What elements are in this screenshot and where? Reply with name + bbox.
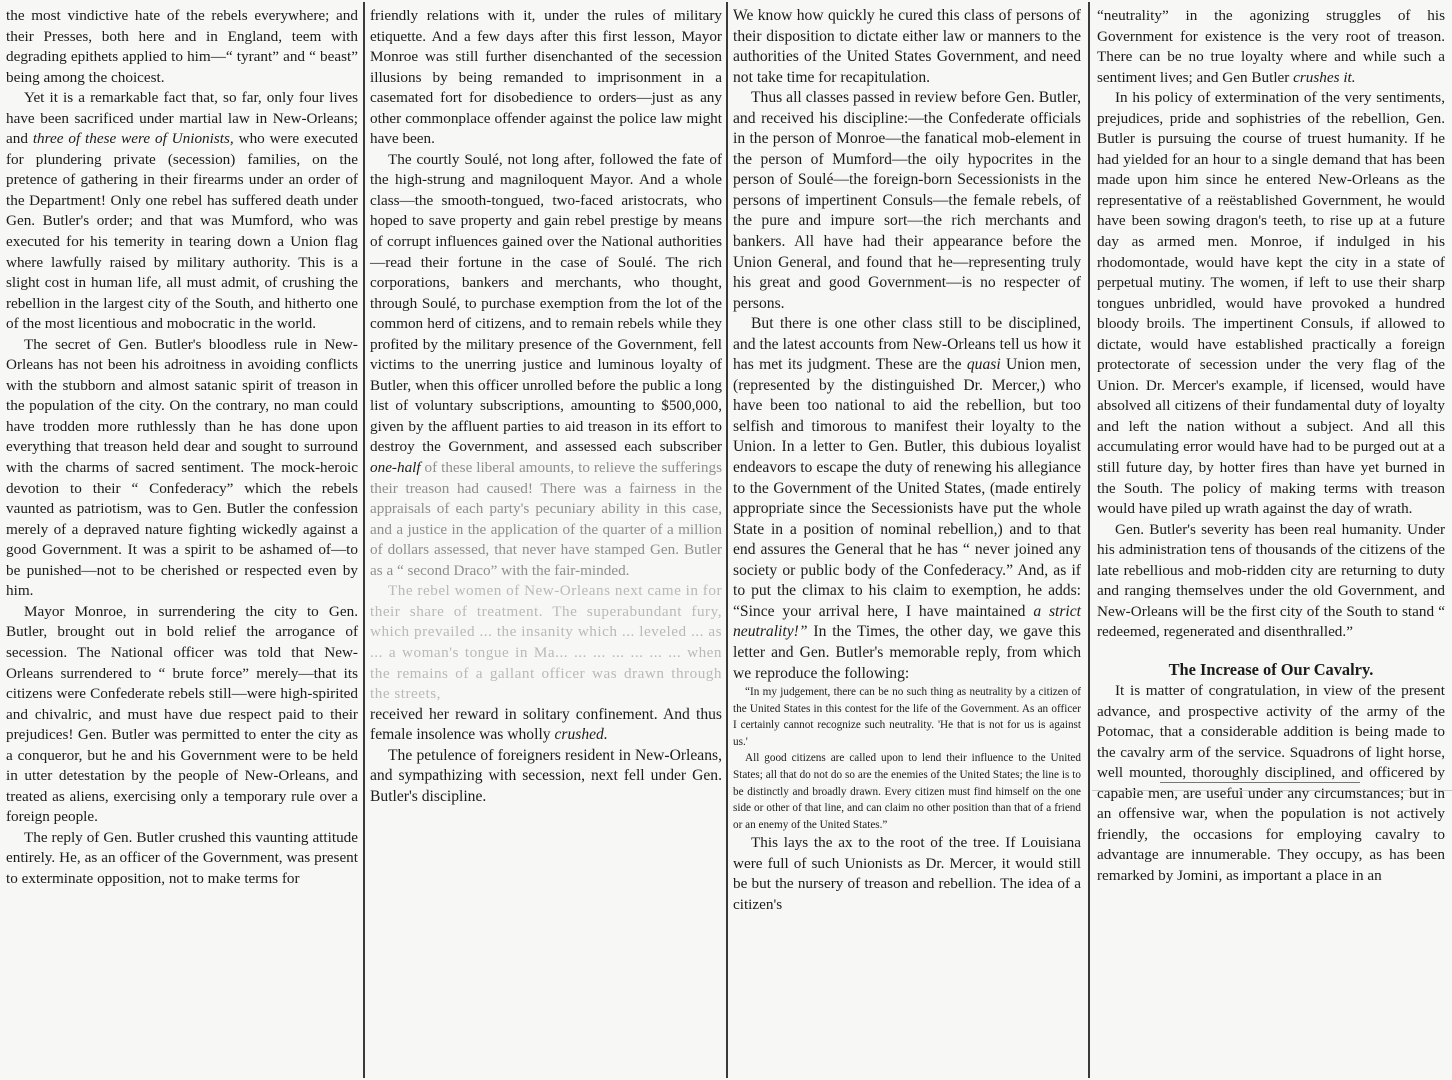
quote-paragraph: All good citizens are called upon to lend their influence to the United States; all that do not do so are the enemies of the United States; the line is to be distinctly and broadly drawn. Every citizen must find himself on the one side or other of that line, and can claim no other position than that of a friend or an enemy of the United States.” [733,752,1081,831]
paragraph: friendly relations with it, under the rules of military etiquette. And a few days after this first lesson, Mayor Monroe was still further disenchanted of the secession illusions by being remanded to imprisonment in a casemated fort for disobedience to orders—just as any other commonplace offender against the police law might have been. [370,7,722,148]
paragraph: The reply of Gen. Butler crushed this vaunting attitude entirely. He, as an officer of the Government, was present to exterminate opposition, not to make terms for [6,828,358,887]
column-rule [726,2,728,1078]
paragraph: This lays the ax to the root of the tree. If Louisiana were full of such Unionists as Dr. Mercer, it would still be but the nursery of treason and rebellion. The idea of a citizen's [733,834,1081,914]
column-1 [6,6,358,890]
clipping-edge [1092,790,1452,791]
quote-paragraph: “In my judgement, there can be no such thing as neutrality by a citizen of the United States in this contest for the life of the Government. As an officer I certainly cannot recognize such neutrality. 'He that is not for us is against us.' [733,686,1081,748]
paragraph: The courtly Soulé, not long after, followed the fate of the high-strung and magniloquent Mayor. And a whole class—the smooth-tongued, two-faced aristocrats, who hoped to save property and gain rebel prestige by means of corrupt influences gained over the National authorities—read their fortune in the case of Soulé. The rich corporations, bankers and merchants, who thought, through Soulé, to purchase exemption from the lot of the common herd of citizens, and to remain rebels while they profited by the military presence of the Government, fell victims to the unerring justice and luminous loyalty of Butler, when this officer unrolled before the public a long list of voluntary subscriptions, amounting to $500,000, given by the affluent parties to aid treason in its effort to destroy the Government, and assessed each subscriber one-half of these liberal amounts, to relieve the sufferings their treason had caused! There was a fairness in the appraisals of each party's pecuniary ability in this case, and a justice in the application of the quarter of a million of dollars assessed, that never have stamped Gen. Butler as a “ second Draco” with the fair-minded. [370,150,722,579]
block-quote [733,684,1081,833]
paragraph: The petulence of foreigners resident in New-Orleans, and sympathizing with secession, next fell under Gen. Butler's discipline. [370,746,722,805]
spacer [1097,643,1445,659]
paragraph: The secret of Gen. Butler's bloodless rule in New-Orleans has not been his adroitness in avoiding conflicts with the stubborn and almost satanic spirit of treason in the population of the city. On the contrary, no man could have trodden more ruthlessly than he has done upon everything that treason held dear and sought to surround with the charms of sacred sentiment. The mock-heroic devotion to their “ Confederacy” which the rebels vaunted as patriotism, was to Gen. Butler the confession merely of a depraved nature fighting wickedly against a good Government. It was a spirit to be ashamed of—to be punished—not to be cherished or respected even by him. [6,335,358,600]
emphasis: three of these were of Unionists, [32,130,234,148]
paragraph: In his policy of extermination of the very sentiments, prejudices, pride and sophistries of the rebellion, Gen. Butler is pursuing the course of truest humanity. If he had yielded for an hour to a single demand that has been made upon him since he entered New-Orleans as the representative of a reëstablished Government, he would have been sowing dragon's teeth, to rise up at a future day as armed men. Monroe, if indulged in his rhodomontade, would have kept the city in a state of perpetual mutiny. The women, if left to use their sharp tongues unbridled, would have provoked a hundred bloody broils. The impertinent Consuls, if allowed to dictate, would have established practically a foreign protectorate of secession under the very flag of the Union. Dr. Mercer's example, if licensed, would have absolved all citizens of their fundamental duty of loyalty and left the nation without a subject. And all this accumulating error would have had to be purged out at a still future day, by hotter fires than have yet burned in the South. The policy of making terms with treason would have piled up wrath against the day of wrath. [1097,89,1445,518]
paragraph: But there is one other class still to be disciplined, and the latest accounts from New-Orleans tell us how it has met its judgment. These are the quasi Union men, (represented by the distinguished Dr. Mercer,) who have been too national to aid the rebellion, but too selfish and timorous to manifest their loyalty to the Union. In a letter to Gen. Butler, this dubious loyalist endeavors to escape the duty of renewing his allegiance to the Government of the United States, (made entirely appropriate since the Secessionists have put the whole State in a position of nominal rebellion,) and to that end assures the General that he has “ never joined any society or public body of the Confederacy.” And, as if to put the climax to his claim to exemption, he adds: “Since your arrival here, I have maintained a strict neutrality!” In the Times, the other day, we gave this letter and Gen. Butler's memorable reply, from which we reproduce the following: [733,315,1081,682]
column-4 [1097,6,1445,886]
paragraph: received her reward in solitary confinement. And thus female insolence was wholly crushed. [370,705,722,744]
column-2 [370,6,722,807]
faded-paragraph: The rebel women of New-Orleans next came in for their share of treatment. The superabundant fury, which prevailed ... the insanity which ... leveled ... as ... a woman's tongue in Ma... ... ... ... ... ... ... when the remains of a gallant officer was drawn through the streets, [370,582,722,703]
paragraph: Gen. Butler's severity has been real humanity. Under his administration tens of thousands of the citizens of the late rebellious and mob-ridden city are returning to duty and ranging themselves under the old Government, and New-Orleans will be the first city of the South to stand “ redeemed, regenerated and disenthralled.” [1097,520,1445,641]
column-rule [1088,2,1090,1078]
paragraph: Mayor Monroe, in surrendering the city to Gen. Butler, brought out in bold relief the arrogance of secession. The National officer was told that New-Orleans surrendered to “ brute force” merely—that its citizens were Confederate rebels still—were high-spirited and chivalric, and must have due respect paid to their prejudices! Gen. Butler was permitted to enter the city as a conqueror, but he and his Government were to be held in utter detestation by the people of New-Orleans, and treated as aliens, exercising only a temporary rule over a foreign people. [6,602,358,826]
paragraph: the most vindictive hate of the rebels everywhere; and their Presses, both here and in England, teem with degrading epithets applied to him—“ tyrant” and “ beast” being among the choicest. [6,7,358,86]
emphasis: a strict neutrality!” [733,602,1081,641]
emphasis: crushed. [554,726,608,744]
emphasis: crushes it. [1293,68,1356,86]
paragraph: It is matter of congratulation, in view of the present advance, and prospective activity of the army of the Potomac, that a considerable addition is being made to the cavalry arm of the service. Squadrons of light horse, well mounted, thoroughly disciplined, and officered by capable men, are useful under any circumstances; but in an offensive war, when the population is not actively friendly, the occasions for employing cavalry to advantage are innumerable. They occupy, as has been remarked by Jomini, as important a place in an [1097,681,1445,884]
column-rule [363,2,365,1078]
article-headline: The Increase of Our Cavalry. [1168,659,1374,679]
article-divider [1160,782,1360,783]
paragraph: We know how quickly he cured this class of persons of their disposition to dictate either law or manners to the authorities of the United States Government, and need not take time for recapitulation. [733,7,1081,86]
column-3 [733,6,1081,916]
paragraph: Thus all classes passed in review before Gen. Butler, and received his discipline:—the Confederate officials in the person of Monroe—the fanatical mob-element in the person of Mumford—the oily hypocrites in the person of Soulé—the foreign-born Secessionists in the persons of impertinent Consuls—the female rebels, of the pure and impure sort—the rich merchants and bankers. All have had their appearance before the Union General, and found that he—representing truly his great and good Government—is no respecter of persons. [733,89,1081,312]
emphasis: quasi [966,356,1001,374]
paragraph: “neutrality” in the agonizing struggles of his Government for existence is the very root of treason. There can be no true loyalty where and while such a sentiment lives; and Gen Butler crushes it. [1097,7,1445,86]
paragraph: Yet it is a remarkable fact that, so far, only four lives have been sacrificed under martial law in New-Orleans; and three of these were of Unionists, who were executed for plundering private (secession) families, on the pretence of gathering in their firearms under an order of the Department! Only one rebel has suffered death under Gen. Butler's order; and that was Mumford, who was executed for his temerity in tearing down a Union flag where lawfully raised by military authority. This is a slight cost in human life, all must admit, of crushing the rebellion in the largest city of the South, and hitherto one of the most licentious and mobocratic in the world. [6,89,359,333]
emphasis: one-half [370,459,421,477]
